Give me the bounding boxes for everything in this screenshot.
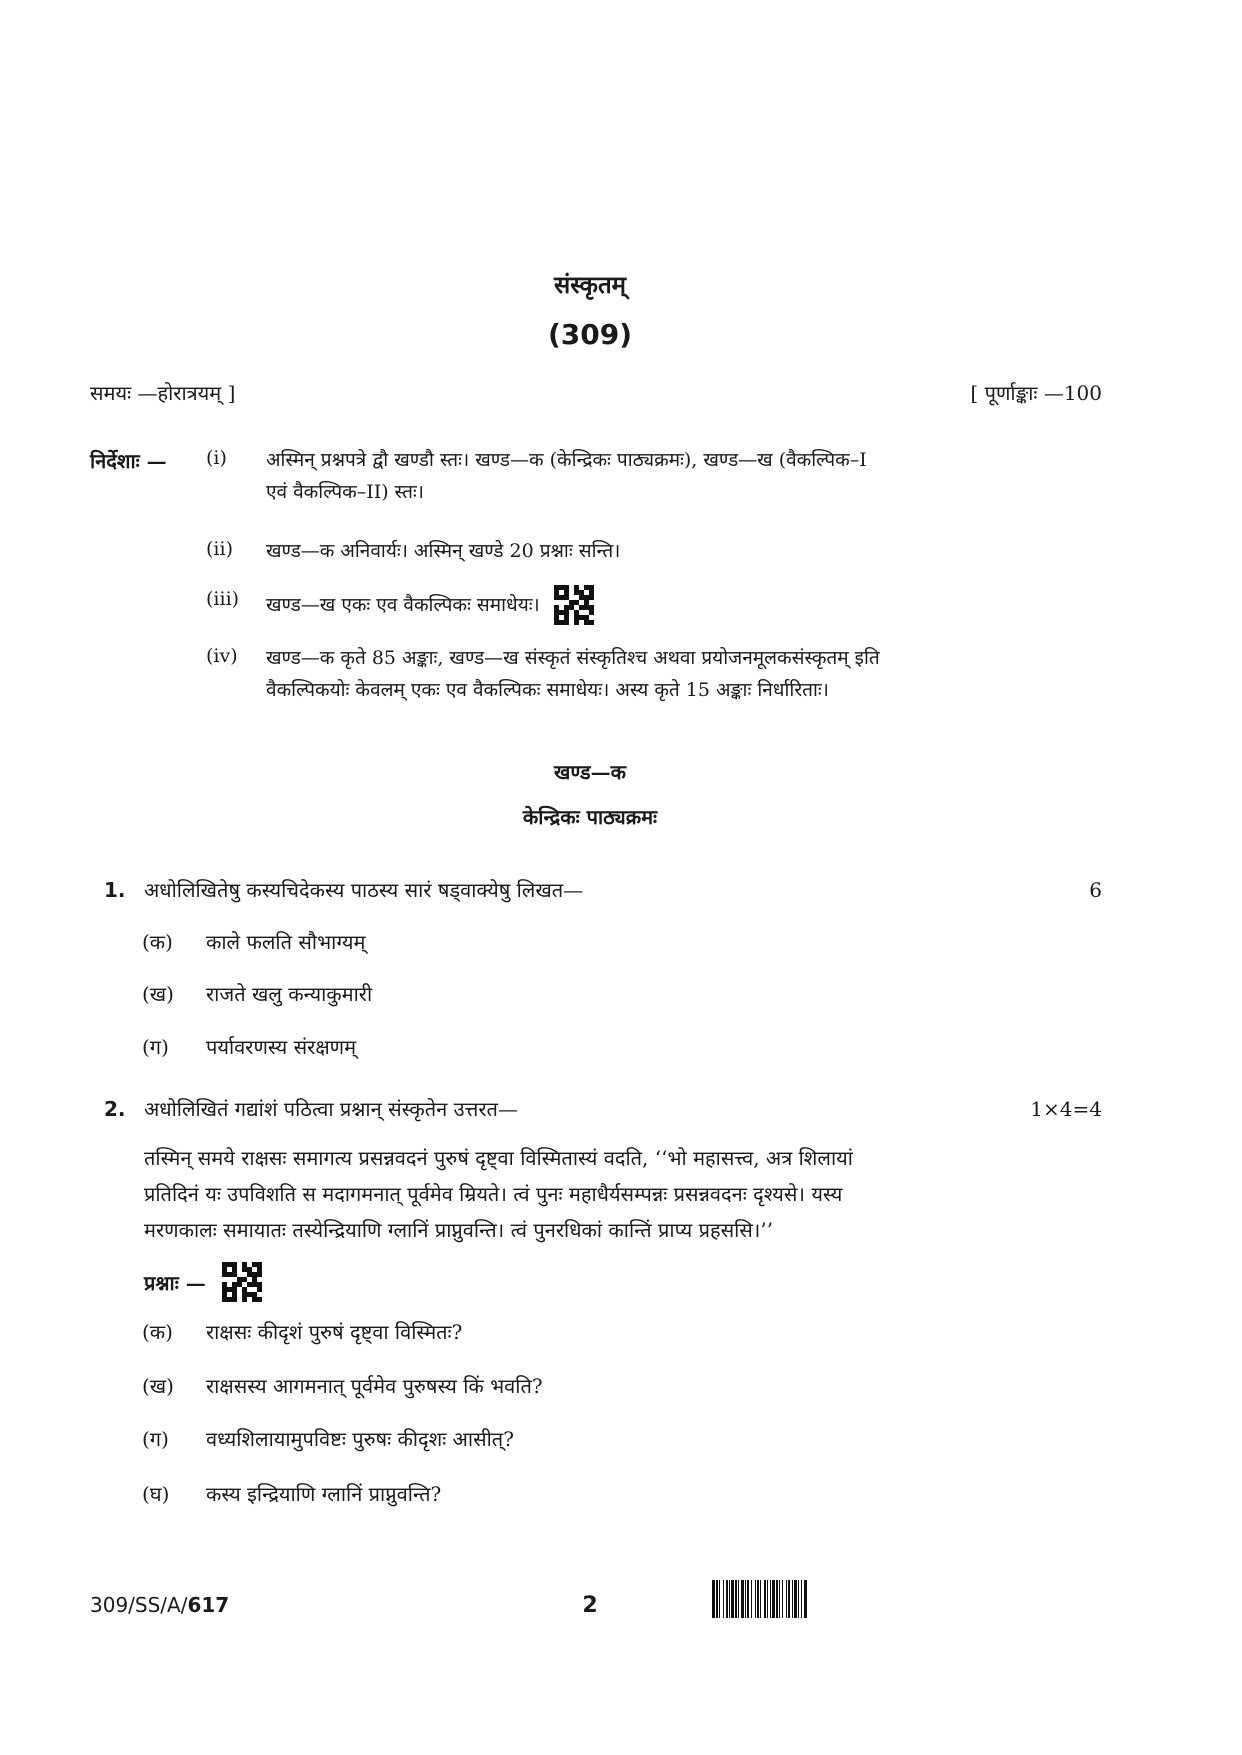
qr-code-icon [554,585,594,625]
passage-line: तस्मिन् समये राक्षसः समागत्य प्रसन्नवदनं पुरुषं दृष्ट्वा विस्मितास्यं वदति, ‘‘भो महासत्त्व, अत्र शिलायां [144,1146,853,1170]
instruction-number: (iii) [206,588,240,610]
option-label: (ख) [142,982,174,1006]
page-number: 2 [582,1593,598,1618]
option-label: (क) [142,930,173,954]
passage-line: मरणकालः समायातः तस्येन्द्रियाणि ग्लानिं प्राप्नुवन्ति। त्वं पुनरधिकां कान्तिं प्राप्य प्रहससि।’’ [144,1218,774,1242]
questions-heading [144,1262,262,1302]
barcode-icon [712,1580,996,1618]
instruction-line: खण्ड—क कृते 85 अङ्काः, खण्ड—ख संस्कृतं संस्कृतिश्च अथवा प्रयोजनमूलकसंस्कृतम् इति [266,647,880,669]
instruction-line: वैकल्पिकयोः केवलम् एकः एव वैकल्पिकः समाधेयः। अस्य कृते 15 अङ्काः निर्धारिताः। [266,679,829,701]
instruction-number: (i) [206,447,227,469]
option-text: वध्यशिलायामुपविष्टः पुरुषः कीदृशः आसीत्? [206,1427,514,1451]
option-text: कस्य इन्द्रियाणि ग्लानिं प्राप्नुवन्ति? [206,1482,442,1506]
subject-title: संस्कृतम् [553,271,627,299]
qr-code-icon [222,1262,262,1302]
option-label: (क) [142,1320,173,1344]
question-text: अधोलिखितेषु कस्यचिदेकस्य पाठस्य सारं षड्वाक्येषु लिखत— [144,878,584,902]
option-label: (ख) [142,1374,174,1398]
instruction-line: एवं वैकल्पिक–II) स्तः। [266,481,424,503]
section-subtitle: केन्द्रिकः पाठ्यक्रमः [522,805,658,829]
section-title: खण्ड—क [554,760,626,784]
instruction-line: अस्मिन् प्रश्नपत्रे द्वौ खण्डौ स्तः। खण्ड—क (केन्द्रिकः पाठ्यक्रमः), खण्ड—ख (वैकल्पिक–I [266,449,867,471]
subject-code: (309) [547,318,633,351]
question-marks: 6 [1089,878,1102,902]
instructions-label: निर्देशाः — [90,449,167,473]
option-text: काले फलति सौभाग्यम् [206,930,366,954]
questions-label: प्रश्नाः — [144,1270,206,1295]
option-text: राक्षसः कीदृशं पुरुषं दृष्ट्वा विस्मितः? [206,1320,463,1344]
question-number: 1. [104,878,126,902]
instruction-text [266,444,1040,508]
instruction-line: खण्ड—क अनिवार्यः। अस्मिन् खण्डे 20 प्रश्नाः सन्ति। [266,540,621,562]
instruction-line: खण्ड—ख एकः एव वैकल्पिकः समाधेयः। [266,594,540,616]
question-marks: 1×4=4 [1030,1097,1102,1121]
question-number: 2. [104,1097,126,1121]
passage [144,1140,1050,1248]
paper-code-prefix: 309/SS/A/ [90,1593,188,1617]
instruction-text [266,535,1040,567]
time-allowed: समयः —होरात्रयम् ] [90,381,236,405]
option-label: (ग) [142,1427,169,1451]
option-label: (ग) [142,1035,169,1059]
instruction-number: (iv) [206,645,238,667]
instruction-text [266,642,1040,706]
question-text: अधोलिखितं गद्यांशं पठित्वा प्रश्नान् संस्कृतेन उत्तरत— [144,1097,518,1121]
max-marks: [ पूर्णाङ्काः —100 [970,381,1102,405]
option-label: (घ) [142,1482,170,1506]
paper-code-number: 617 [187,1593,230,1617]
instruction-text [266,585,594,625]
instruction-number: (ii) [206,538,233,560]
option-text: राजते खलु कन्याकुमारी [206,982,373,1006]
option-text: पर्यावरणस्य संरक्षणम् [206,1035,357,1059]
option-text: राक्षसस्य आगमनात् पूर्वमेव पुरुषस्य किं भवति? [206,1374,543,1398]
passage-line: प्रतिदिनं यः उपविशति स मदागमनात् पूर्वमेव म्रियते। त्वं पुनः महाधैर्यसम्पन्नः प्रसन्नवदनः दृश्यसे। यस्य [144,1182,843,1206]
